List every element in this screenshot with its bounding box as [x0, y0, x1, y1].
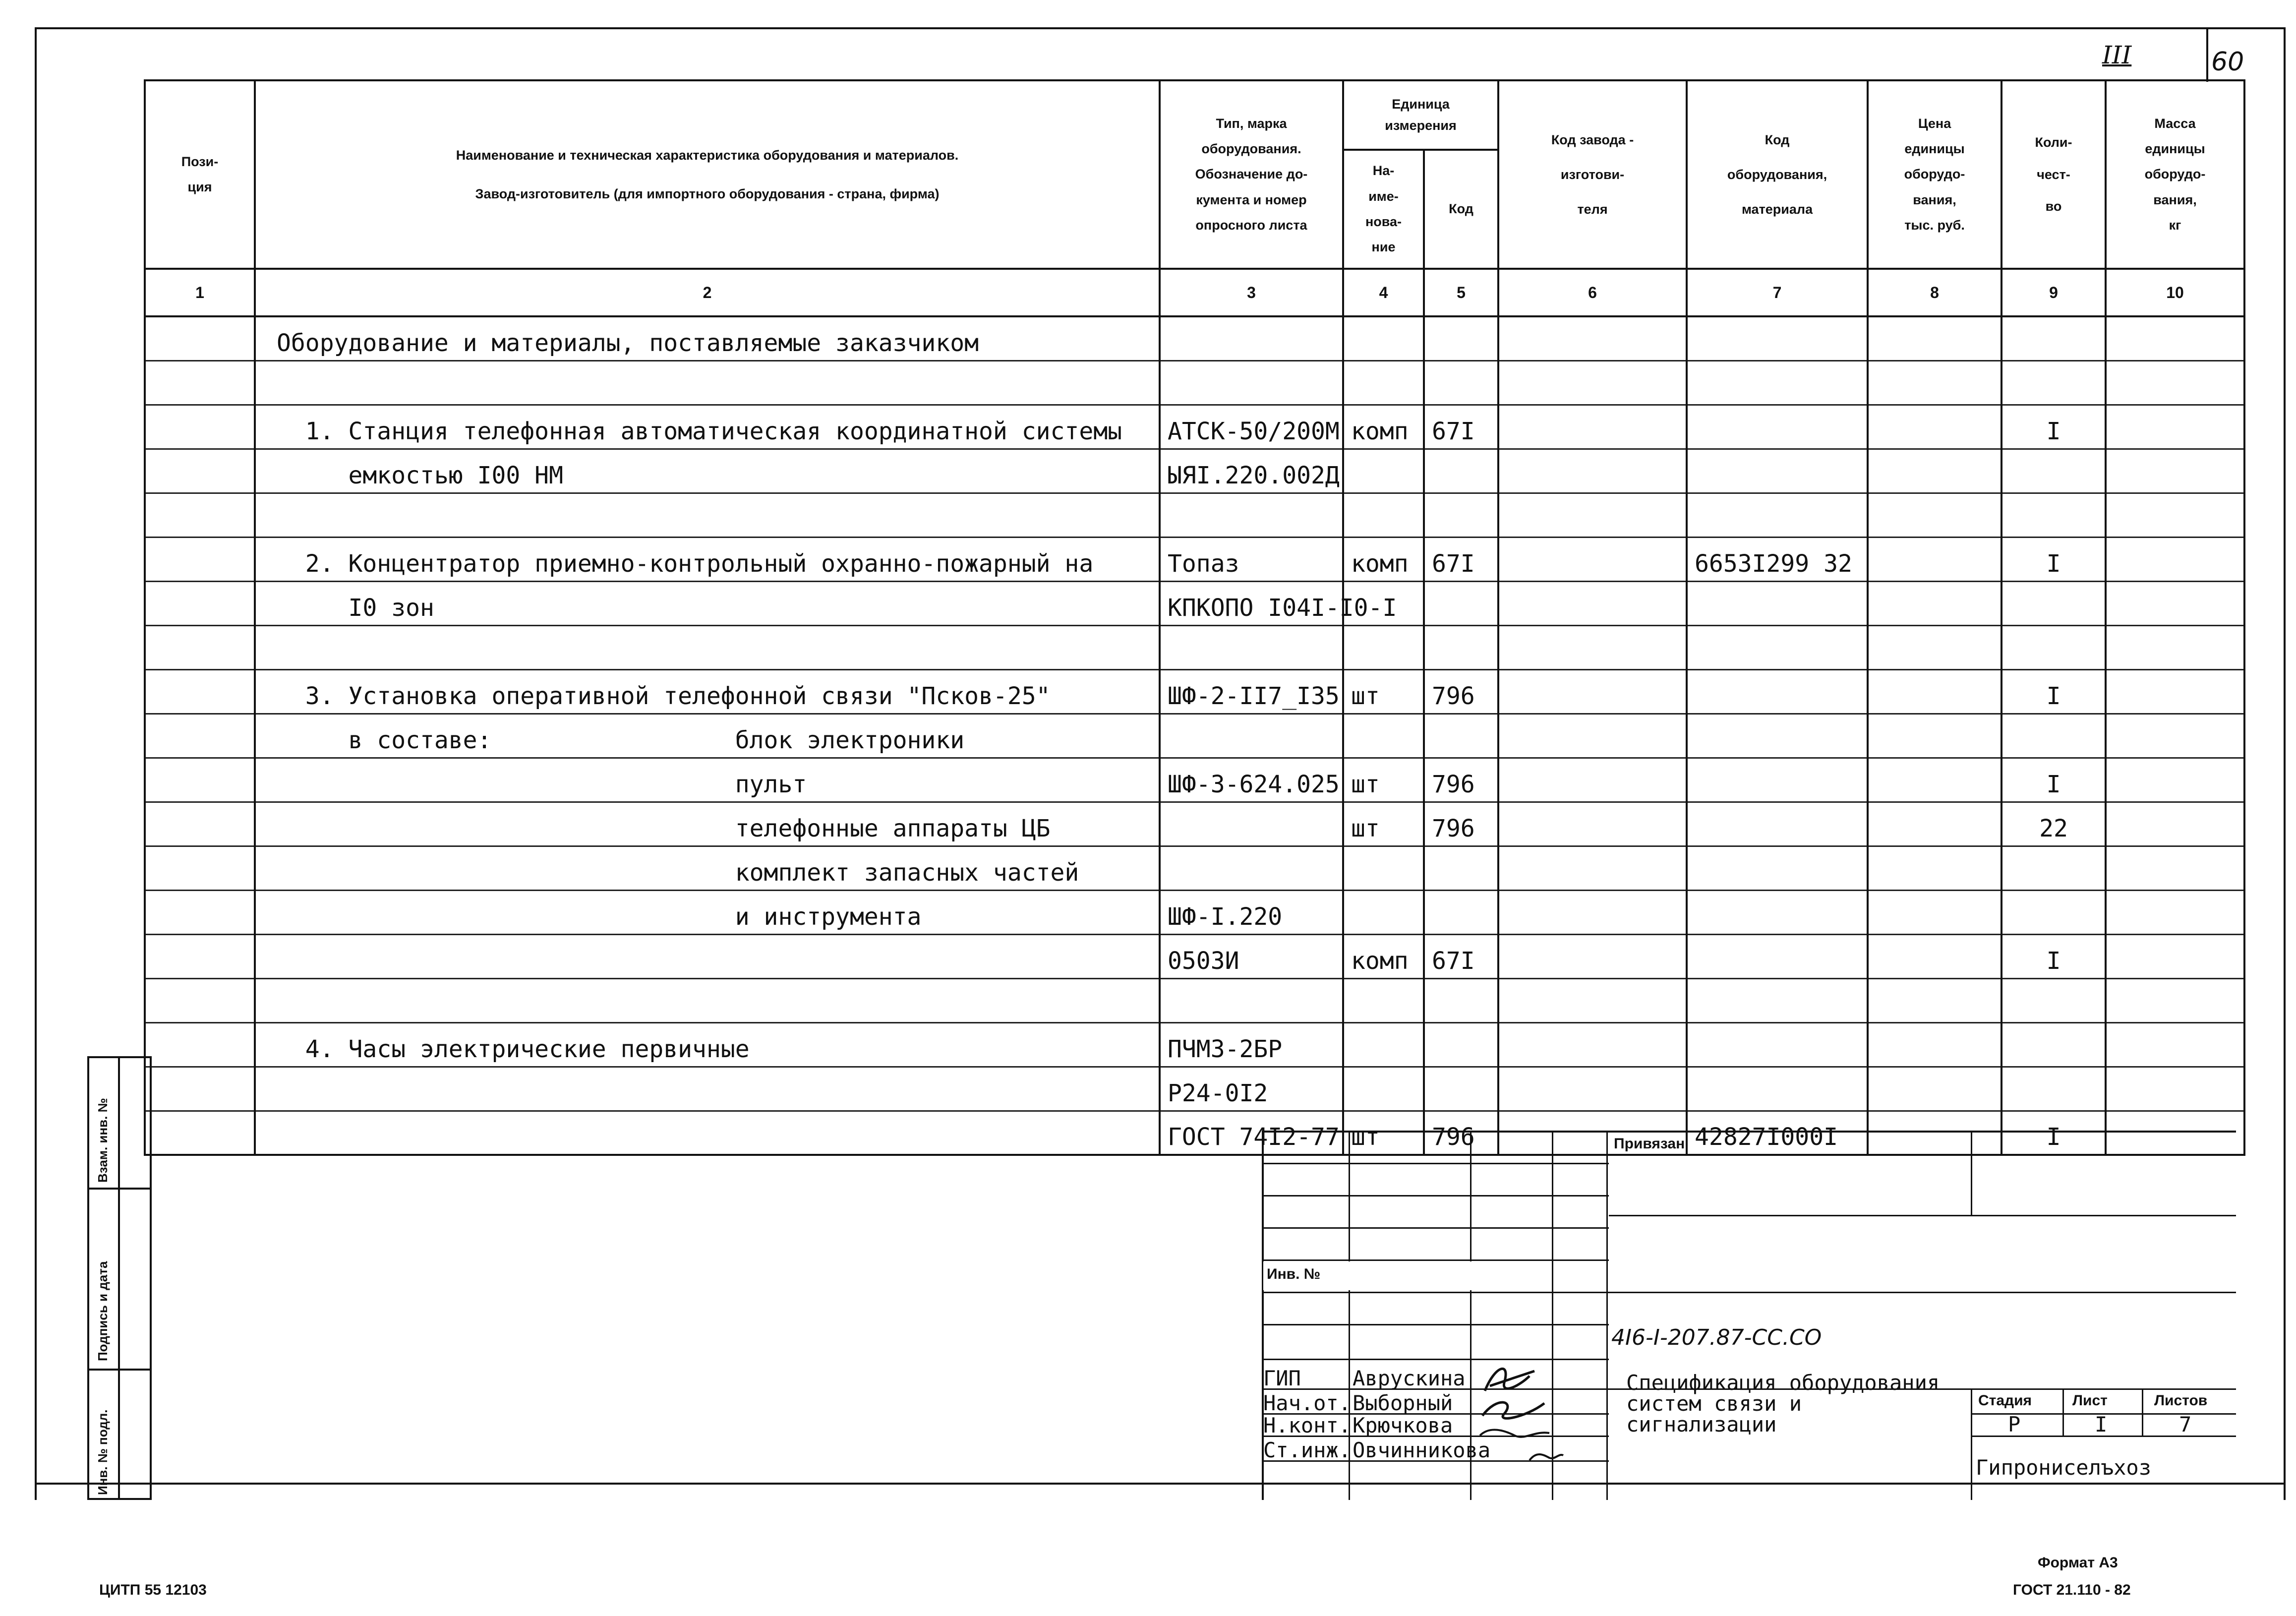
cell-type — [1160, 714, 1343, 758]
footer-code: ЦИТП 55 12103 — [99, 1582, 207, 1598]
table-row — [145, 493, 2244, 537]
cell-factory-code — [1498, 625, 1687, 669]
table-row — [145, 1022, 2244, 1067]
cell-unit-code — [1424, 316, 1498, 360]
cell-position — [145, 1022, 255, 1067]
tb-stage-value: Р — [2008, 1412, 2021, 1436]
cell-unit-name — [1343, 493, 1424, 537]
cell-mass — [2106, 625, 2244, 669]
cell-quantity: I — [2002, 405, 2106, 449]
tb-organization: Гипрониселъхоз — [1976, 1455, 2152, 1480]
header-equipment-code: Код оборудования, материала — [1687, 80, 1868, 269]
cell-quantity — [2002, 360, 2106, 405]
cell-position — [145, 316, 255, 360]
tb-grid-vline — [1606, 1131, 1608, 1500]
cell-position — [145, 581, 255, 625]
column-number: 10 — [2106, 269, 2244, 316]
table-row — [145, 890, 2244, 934]
header-mass: Масса единицы оборудо- вания, кг — [2106, 80, 2244, 269]
cell-equipment-code — [1687, 1022, 1868, 1067]
cell-type: ПЧМЗ-2БР — [1160, 1022, 1343, 1067]
cell-mass — [2106, 846, 2244, 890]
cell-price — [1868, 714, 2002, 758]
side-label-sign-date: Подпись и дата — [95, 1261, 110, 1361]
tb-stage-label: Стадия — [1978, 1392, 2032, 1409]
cell-mass — [2106, 1067, 2244, 1111]
table-row — [145, 978, 2244, 1022]
column-number: 6 — [1498, 269, 1687, 316]
cell-price — [1868, 1022, 2002, 1067]
cell-mass — [2106, 537, 2244, 581]
column-number: 8 — [1868, 269, 2002, 316]
side-stamp-line — [87, 1369, 152, 1371]
cell-type: ЫЯI.220.002Д — [1160, 449, 1343, 493]
cell-unit-name: шт — [1343, 802, 1424, 846]
cell-name — [255, 625, 1160, 669]
cell-type: 0503И — [1160, 934, 1343, 978]
cell-name: 4. Часы электрические первичные — [255, 1022, 1160, 1067]
cell-equipment-code — [1687, 802, 1868, 846]
cell-name — [255, 493, 1160, 537]
cell-name — [255, 934, 1160, 978]
tb-grid-line — [1609, 1292, 2236, 1293]
cell-equipment-code — [1687, 360, 1868, 405]
cell-mass — [2106, 978, 2244, 1022]
cell-factory-code — [1498, 449, 1687, 493]
footer-format: Формат А3 — [2038, 1555, 2118, 1571]
footer-gost: ГОСТ 21.110 - 82 — [2013, 1582, 2131, 1598]
cell-equipment-code — [1687, 1067, 1868, 1111]
cell-position — [145, 846, 255, 890]
cell-price — [1868, 758, 2002, 802]
header-price: Цена единицы оборудо- вания, тыс. руб. — [1868, 80, 2002, 269]
cell-position — [145, 537, 255, 581]
cell-price — [1868, 934, 2002, 978]
cell-mass — [2106, 360, 2244, 405]
cell-position — [145, 1067, 255, 1111]
header-unit: Единица измерения — [1343, 80, 1498, 150]
header-quantity: Коли- чест- во — [2002, 80, 2106, 269]
cell-unit-name: шт — [1343, 758, 1424, 802]
cell-unit-name — [1343, 846, 1424, 890]
cell-unit-name: шт — [1343, 1111, 1424, 1155]
header-name: Наименование и техническая характеристика оборудования и материалов. Завод-изготовитель (для импортного оборудования - страна, фирма) — [255, 80, 1160, 269]
tb-name: Овчинникова — [1353, 1438, 1491, 1462]
cell-unit-code: 796 — [1424, 758, 1498, 802]
cell-quantity — [2002, 493, 2106, 537]
cell-position — [145, 360, 255, 405]
tb-sheets-value: 7 — [2179, 1412, 2192, 1436]
cell-name: пульт — [255, 758, 1160, 802]
cell-unit-name: комп — [1343, 537, 1424, 581]
cell-factory-code — [1498, 934, 1687, 978]
cell-price — [1868, 360, 2002, 405]
cell-type: ШФ-3-624.025 — [1160, 758, 1343, 802]
cell-quantity — [2002, 714, 2106, 758]
cell-position — [145, 1111, 255, 1155]
cell-type — [1160, 802, 1343, 846]
cell-name: 3. Установка оперативной телефонной связи "Псков-25" — [255, 669, 1160, 714]
cell-type: ШФ-2-II7_I35 — [1160, 669, 1343, 714]
cell-name: Оборудование и материалы, поставляемые заказчиком — [255, 316, 1160, 360]
cell-type — [1160, 493, 1343, 537]
cell-unit-name — [1343, 1022, 1424, 1067]
table-row — [145, 669, 2244, 714]
cell-position — [145, 934, 255, 978]
cell-price — [1868, 405, 2002, 449]
cell-factory-code — [1498, 846, 1687, 890]
cell-equipment-code — [1687, 890, 1868, 934]
cell-type: Р24-0I2 — [1160, 1067, 1343, 1111]
cell-unit-code: 796 — [1424, 669, 1498, 714]
cell-price — [1868, 846, 2002, 890]
cell-name: телефонные аппараты ЦБ — [255, 802, 1160, 846]
cell-price — [1868, 1067, 2002, 1111]
cell-price — [1868, 537, 2002, 581]
cell-name — [255, 978, 1160, 1022]
cell-unit-name — [1343, 978, 1424, 1022]
cell-quantity: I — [2002, 934, 2106, 978]
cell-unit-name: комп — [1343, 405, 1424, 449]
header-type: Тип, марка оборудования. Обозначение до- кумента и номер опросного листа — [1160, 80, 1343, 269]
cell-unit-name: комп — [1343, 934, 1424, 978]
cell-factory-code — [1498, 360, 1687, 405]
tb-name: Аврускина — [1353, 1366, 1466, 1390]
cell-mass — [2106, 405, 2244, 449]
cell-name: емкостью I00 НМ — [255, 449, 1160, 493]
tb-name: Выборный — [1353, 1391, 1453, 1415]
cell-mass — [2106, 758, 2244, 802]
cell-quantity — [2002, 890, 2106, 934]
cell-unit-code: 67I — [1424, 405, 1498, 449]
cell-name: 2. Концентратор приемно-контрольный охранно-пожарный на — [255, 537, 1160, 581]
tb-role: Н.конт. — [1263, 1413, 1352, 1437]
tb-privyazan-label: Привязан — [1614, 1136, 1685, 1152]
cell-position — [145, 669, 255, 714]
cell-factory-code — [1498, 581, 1687, 625]
cell-name: I0 зон — [255, 581, 1160, 625]
tb-role: Ст.инж. — [1263, 1438, 1352, 1462]
cell-quantity — [2002, 316, 2106, 360]
cell-position — [145, 714, 255, 758]
cell-unit-code — [1424, 493, 1498, 537]
cell-name: в составе: блок электроники — [255, 714, 1160, 758]
cell-unit-name — [1343, 714, 1424, 758]
header-unit-code: Код — [1424, 150, 1498, 269]
tb-doc-code: 4I6-I-207.87-СС.СО — [1611, 1325, 1822, 1350]
table-row — [145, 1067, 2244, 1111]
cell-unit-code — [1424, 890, 1498, 934]
tb-grid-line — [1609, 1215, 2236, 1216]
cell-quantity: I — [2002, 537, 2106, 581]
cell-quantity — [2002, 449, 2106, 493]
column-number: 5 — [1424, 269, 1498, 316]
cell-equipment-code: 6653I299 32 — [1687, 537, 1868, 581]
cell-factory-code — [1498, 1067, 1687, 1111]
side-label-inv-orig: Инв. № подл. — [95, 1409, 110, 1495]
table-row — [145, 360, 2244, 405]
table-row — [145, 625, 2244, 669]
cell-quantity — [2002, 846, 2106, 890]
cell-type: ШФ-I.220 — [1160, 890, 1343, 934]
sheet-mark: III — [2102, 41, 2132, 69]
cell-unit-code — [1424, 625, 1498, 669]
table-row — [145, 802, 2244, 846]
cell-price — [1868, 978, 2002, 1022]
cell-equipment-code — [1687, 405, 1868, 449]
cell-unit-code: 67I — [1424, 537, 1498, 581]
cell-unit-code — [1424, 581, 1498, 625]
column-number: 1 — [145, 269, 255, 316]
cell-mass — [2106, 714, 2244, 758]
cell-type: ГОСТ 74I2-77 — [1160, 1111, 1343, 1155]
cell-unit-code — [1424, 360, 1498, 405]
cell-type — [1160, 625, 1343, 669]
cell-factory-code — [1498, 1022, 1687, 1067]
cell-mass — [2106, 1022, 2244, 1067]
cell-quantity — [2002, 978, 2106, 1022]
column-number: 7 — [1687, 269, 1868, 316]
cell-unit-name: шт — [1343, 669, 1424, 714]
tb-inv-label: Инв. № — [1267, 1266, 1321, 1282]
tb-grid-vline — [2142, 1388, 2143, 1436]
cell-position — [145, 978, 255, 1022]
table-row — [145, 934, 2244, 978]
column-number: 9 — [2002, 269, 2106, 316]
cell-factory-code — [1498, 537, 1687, 581]
cell-position — [145, 405, 255, 449]
cell-price — [1868, 890, 2002, 934]
cell-unit-code — [1424, 1067, 1498, 1111]
cell-equipment-code — [1687, 581, 1868, 625]
cell-quantity — [2002, 1022, 2106, 1067]
cell-unit-code — [1424, 449, 1498, 493]
tb-grid-line — [1262, 1259, 1609, 1261]
cell-mass — [2106, 669, 2244, 714]
cell-equipment-code — [1687, 625, 1868, 669]
cell-factory-code — [1498, 405, 1687, 449]
table-row — [145, 714, 2244, 758]
tb-grid-line — [1262, 1227, 1609, 1229]
page-number: 60 — [2211, 47, 2244, 77]
cell-type — [1160, 316, 1343, 360]
cell-unit-name — [1343, 316, 1424, 360]
table-row — [145, 449, 2244, 493]
cell-type: Топаз — [1160, 537, 1343, 581]
cell-factory-code — [1498, 758, 1687, 802]
tb-title: Спецификация оборудования систем связи и сигнализации — [1626, 1371, 1940, 1436]
cell-equipment-code — [1687, 449, 1868, 493]
cell-unit-name — [1343, 360, 1424, 405]
cell-quantity — [2002, 1067, 2106, 1111]
tb-role: Нач.от. — [1263, 1391, 1352, 1415]
table-row — [145, 316, 2244, 360]
cell-equipment-code — [1687, 978, 1868, 1022]
cell-unit-code: 796 — [1424, 802, 1498, 846]
cell-quantity — [2002, 625, 2106, 669]
cell-type — [1160, 360, 1343, 405]
cell-position — [145, 449, 255, 493]
cell-type — [1160, 978, 1343, 1022]
tb-name: Крючкова — [1353, 1413, 1453, 1437]
side-stamp-divider — [118, 1056, 120, 1500]
cell-unit-code — [1424, 978, 1498, 1022]
cell-quantity: I — [2002, 669, 2106, 714]
cell-equipment-code — [1687, 493, 1868, 537]
cell-unit-code: 796 — [1424, 1111, 1498, 1155]
cell-price — [1868, 581, 2002, 625]
cell-position — [145, 758, 255, 802]
cell-unit-code — [1424, 1022, 1498, 1067]
cell-name — [255, 360, 1160, 405]
tb-grid-vline — [1971, 1388, 1972, 1500]
tb-role: ГИП — [1263, 1366, 1301, 1390]
tb-sheet-value: I — [2095, 1412, 2108, 1436]
cell-factory-code — [1498, 316, 1687, 360]
cell-quantity: 22 — [2002, 802, 2106, 846]
table-row — [145, 405, 2244, 449]
cell-quantity — [2002, 581, 2106, 625]
column-numbers-row — [145, 269, 2244, 316]
cell-mass — [2106, 802, 2244, 846]
cell-type: КПКОПО I04I-I0-I — [1160, 581, 1343, 625]
tb-grid-vline — [2062, 1388, 2064, 1436]
tb-grid-line — [1262, 1163, 1609, 1164]
tb-grid-vline — [1971, 1131, 1972, 1215]
table-row — [145, 846, 2244, 890]
cell-name: комплект запасных частей — [255, 846, 1160, 890]
column-number: 4 — [1343, 269, 1424, 316]
cell-factory-code — [1498, 890, 1687, 934]
cell-quantity: I — [2002, 758, 2106, 802]
cell-type — [1160, 846, 1343, 890]
side-label-vzam: Взам. инв. № — [95, 1098, 110, 1183]
cell-type: АТСК-50/200М — [1160, 405, 1343, 449]
cell-price — [1868, 449, 2002, 493]
cell-unit-name — [1343, 1067, 1424, 1111]
cell-name: и инструмента — [255, 890, 1160, 934]
cell-unit-code — [1424, 714, 1498, 758]
cell-equipment-code: 42827I000I — [1687, 1111, 1868, 1155]
cell-unit-name — [1343, 890, 1424, 934]
cell-position — [145, 802, 255, 846]
cell-mass — [2106, 581, 2244, 625]
cell-name: 1. Станция телефонная автоматическая координатной системы — [255, 405, 1160, 449]
cell-equipment-code — [1687, 316, 1868, 360]
cell-factory-code — [1498, 493, 1687, 537]
cell-mass — [2106, 890, 2244, 934]
cell-equipment-code — [1687, 714, 1868, 758]
cell-unit-name — [1343, 449, 1424, 493]
table-row — [145, 758, 2244, 802]
cell-unit-name — [1343, 625, 1424, 669]
signature-marks — [1475, 1356, 1564, 1470]
cell-price — [1868, 625, 2002, 669]
table-row — [145, 537, 2244, 581]
cell-quantity: I — [2002, 1111, 2106, 1155]
cell-price — [1868, 669, 2002, 714]
column-number: 3 — [1160, 269, 1343, 316]
cell-equipment-code — [1687, 934, 1868, 978]
cell-price — [1868, 802, 2002, 846]
cell-equipment-code — [1687, 669, 1868, 714]
cell-position — [145, 625, 255, 669]
cell-name — [255, 1067, 1160, 1111]
side-stamp-line — [87, 1188, 152, 1190]
cell-mass — [2106, 934, 2244, 978]
header-factory-code: Код завода - изготови- теля — [1498, 80, 1687, 269]
cell-unit-code — [1424, 846, 1498, 890]
tb-grid-line — [1262, 1195, 1609, 1197]
cell-name — [255, 1111, 1160, 1155]
specification-table — [144, 79, 2245, 1156]
header-unit-name: На- име- нова- ние — [1343, 150, 1424, 269]
cell-equipment-code — [1687, 846, 1868, 890]
cell-equipment-code — [1687, 758, 1868, 802]
cell-factory-code — [1498, 714, 1687, 758]
cell-mass — [2106, 493, 2244, 537]
column-number: 2 — [255, 269, 1160, 316]
header-position: Пози- ция — [145, 80, 255, 269]
tb-sheets-label: Листов — [2154, 1392, 2208, 1409]
cell-factory-code — [1498, 978, 1687, 1022]
cell-unit-code: 67I — [1424, 934, 1498, 978]
table-row — [145, 581, 2244, 625]
cell-price — [1868, 493, 2002, 537]
tb-grid-line — [1262, 1292, 1609, 1293]
cell-price — [1868, 316, 2002, 360]
cell-factory-code — [1498, 669, 1687, 714]
cell-position — [145, 890, 255, 934]
cell-factory-code — [1498, 802, 1687, 846]
cell-mass — [2106, 449, 2244, 493]
tb-sheet-label: Лист — [2072, 1392, 2108, 1409]
tb-grid-line — [1262, 1324, 1609, 1325]
cell-position — [145, 493, 255, 537]
cell-mass — [2106, 316, 2244, 360]
